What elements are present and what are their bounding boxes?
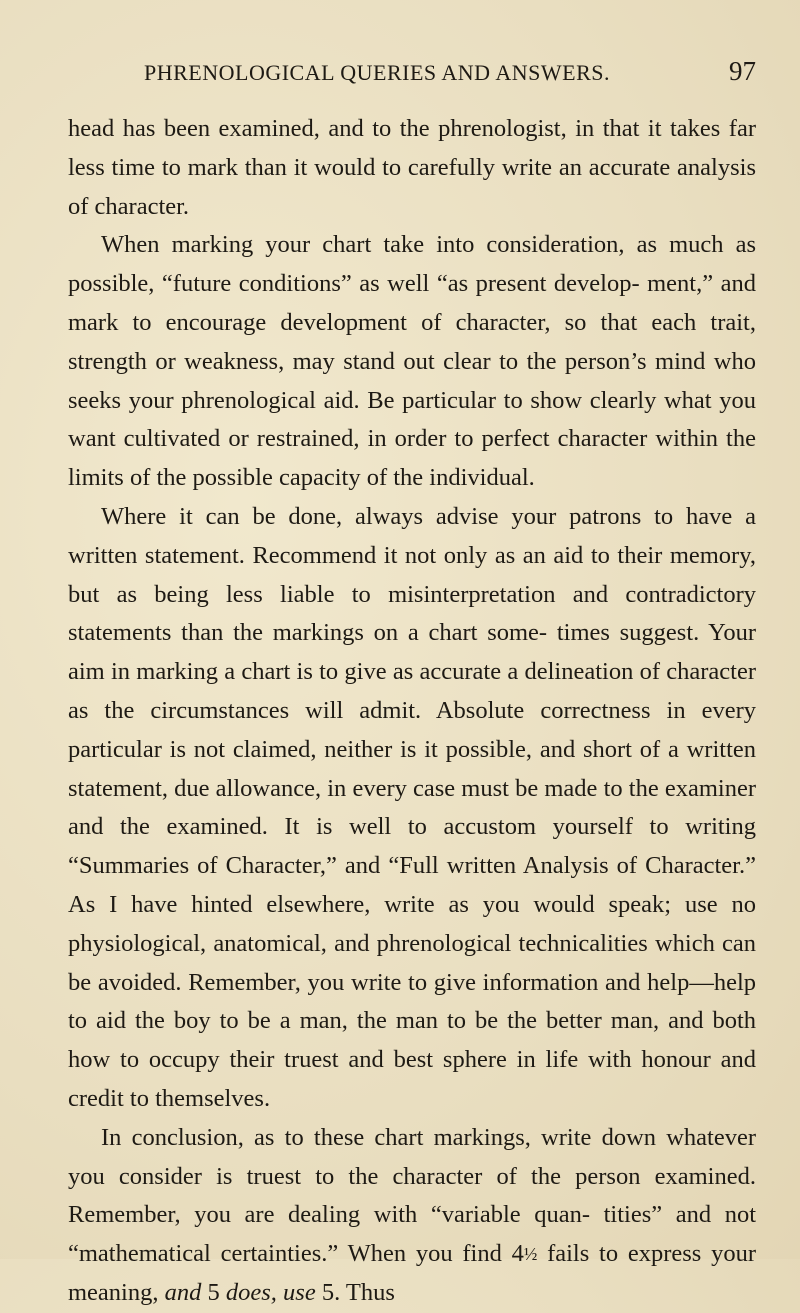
paragraph-written-statement: Where it can be done, always advise your patrons to have a written statement. Recommend it not only as an aid to their memory, but as being less liable to misinterpretation and contradictory statements than the markings on a chart some- times suggest. Your aim in marking a chart is to give as accurate a delineation of character as the circumstances will admit. Absolute correctness in every particular is not claimed, neither is it possible, and short of a written statement, due allowance, in every case must be made to the examiner and the examined. It is well to accustom yourself to writing “Summaries of Character,” and “Full written Analysis of Character.” As I have hinted elsewhere, write as you would speak; use no physiological, anatomical, and phrenological technicalities which can be avoided. Remember, you write to give information and help—help to aid the boy to be a man, the man to be the better man, and both how to occupy their truest and best sphere in life with honour and credit to themselves. — [68, 502, 756, 1112]
conclusion-tail: 5. Thus — [315, 1278, 395, 1306]
page-number: 97 — [729, 56, 756, 86]
paragraph-continuation: head has been examined, and to the phrenologist, in that it takes far less time to mark than it would to carefully write an accurate analysis of character. — [68, 115, 756, 220]
five-a: 5 — [201, 1278, 226, 1306]
conclusion-lead: In conclusion, as to these chart markings, write down whatever you consider is truest to the character of the person examined. Remember, you are dealing with “variable quan- tities” and not “mathematical certainties.” When you find 4 — [68, 1123, 756, 1268]
conclusion-mid: fails to express your meaning, — [68, 1240, 756, 1306]
paragraph-conclusion — [68, 1119, 756, 1313]
italic-use: use — [283, 1278, 316, 1306]
paragraph-chart-marking: When marking your chart take into consideration, as much as possible, “future conditions” as well “as present develop- ment,” and mark to encourage development of character, so that each trait, strength or weakness, may stand out clear to the person’s mind who seeks your phrenological aid. Be particular to show clearly what you want cultivated or restrained, in order to perfect character within the limits of the possible capacity of the individual. — [68, 231, 756, 492]
italic-comma: , — [270, 1278, 284, 1306]
body-text — [68, 110, 756, 1313]
page-header — [144, 56, 756, 92]
italic-and: and — [164, 1278, 202, 1306]
fraction-half: ½ — [523, 1244, 538, 1265]
italic-does: does — [225, 1278, 271, 1306]
running-head: PHRENOLOGICAL QUERIES AND ANSWERS. — [144, 60, 610, 85]
